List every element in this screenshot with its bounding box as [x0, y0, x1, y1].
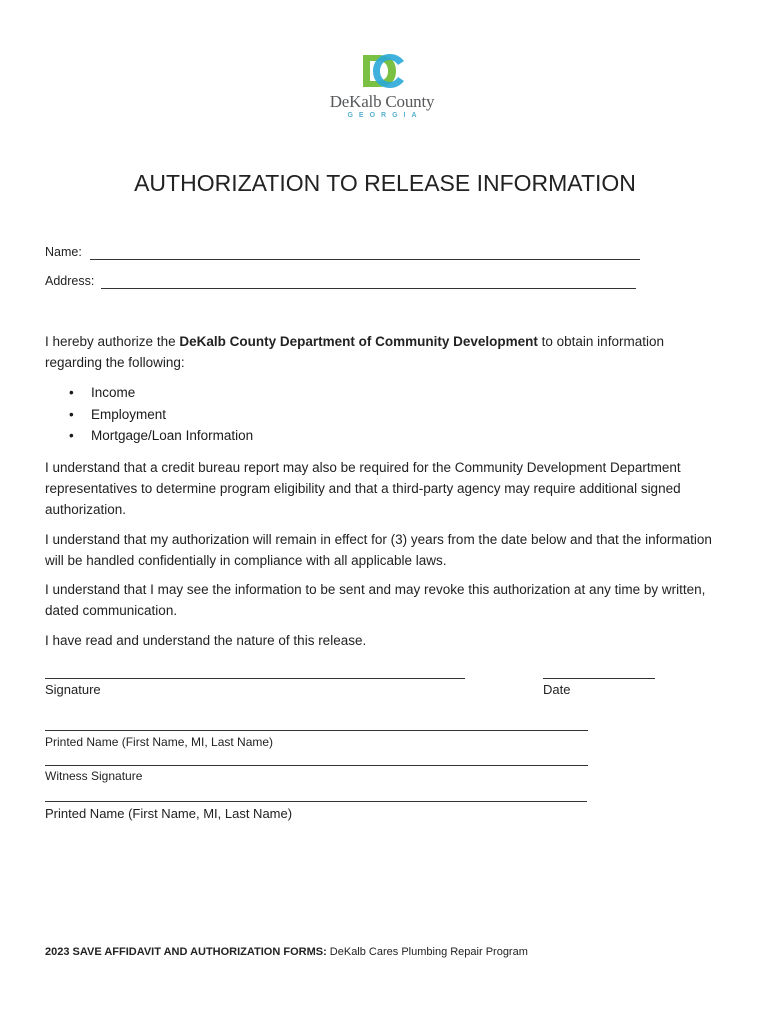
dekalb-county-logo-icon	[360, 52, 406, 90]
paragraph-credit-report: I understand that a credit bureau report may also be required for the Community Development Department representatives to determine program eligibility and that a third-party agency may require additional signed authorization.	[45, 460, 681, 517]
paragraph-acknowledgement: I have read and understand the nature of this release.	[45, 633, 367, 648]
date-line[interactable]	[543, 678, 655, 679]
witness-printed-name-line[interactable]	[45, 801, 587, 802]
witness-signature-label: Witness Signature	[45, 769, 143, 783]
date-label: Date	[543, 682, 571, 697]
logo-name: DeKalb County	[329, 92, 435, 111]
list-item: • Mortgage/Loan Information	[45, 425, 253, 447]
paragraph-revoke: I understand that I may see the information to be sent and may revoke this authorization at any time by written, dated communication.	[45, 582, 706, 618]
signature-line[interactable]	[45, 678, 465, 679]
witness-signature-line[interactable]	[45, 765, 588, 766]
name-field-line[interactable]	[90, 259, 640, 260]
intro-text-before: I hereby authorize the	[45, 334, 180, 349]
list-item: • Employment	[45, 404, 253, 426]
name-label: Name:	[45, 245, 82, 259]
document-title: AUTHORIZATION TO RELEASE INFORMATION	[134, 170, 636, 196]
intro-text-after: to obtain information regarding the following:	[45, 334, 664, 370]
list-item: • Income	[45, 382, 253, 404]
footer-program-name: DeKalb Cares Plumbing Repair Program	[326, 946, 528, 958]
paragraph-authorization-term: I understand that my authorization will remain in effect for (3) years from the date below and that the information will be handled confidentially in compliance with all applicable laws.	[45, 532, 712, 568]
address-label: Address:	[45, 274, 95, 288]
printed-name-line[interactable]	[45, 730, 588, 731]
printed-name-label: Printed Name (First Name, MI, Last Name)	[45, 735, 274, 749]
signature-label: Signature	[45, 682, 101, 697]
address-field-line[interactable]	[101, 288, 636, 289]
authorization-list	[45, 382, 253, 447]
footer-form-title: 2023 SAVE AFFIDAVIT AND AUTHORIZATION FORMS:	[45, 946, 327, 958]
intro-paragraph	[45, 331, 720, 373]
witness-printed-name-label: Printed Name (First Name, MI, Last Name)	[45, 806, 293, 821]
organization-name: DeKalb County Department of Community Development	[179, 334, 538, 349]
footer	[45, 946, 528, 958]
logo-subtitle: GEORGIA	[347, 112, 423, 119]
